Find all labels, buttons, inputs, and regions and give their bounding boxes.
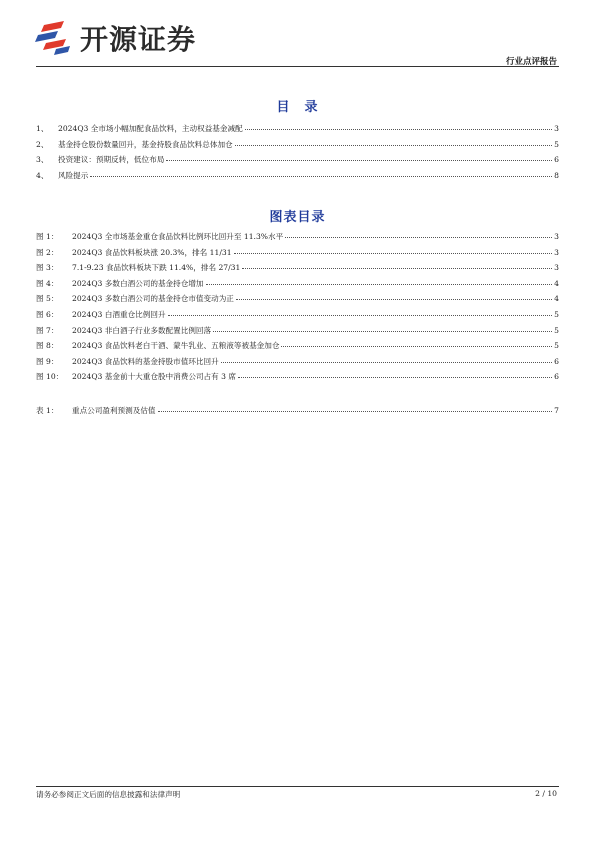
figure-entry[interactable] xyxy=(36,229,559,245)
figure-entry-text: 2024Q3 基金前十大重仓股中消费公司占有 3 席 xyxy=(72,372,236,382)
toc-entry[interactable] xyxy=(36,168,559,184)
logo-mark-icon xyxy=(34,21,74,55)
figure-entry-number: 图 8： xyxy=(36,341,59,351)
leader-dots xyxy=(281,345,552,347)
figure-entry[interactable] xyxy=(36,245,559,261)
figure-entry-number: 图 4： xyxy=(36,278,59,288)
toc-entry-page: 8 xyxy=(554,170,559,180)
tables-list xyxy=(36,403,559,419)
figure-entry-number: 图 7： xyxy=(36,325,59,335)
figure-entry-page: 3 xyxy=(554,232,559,241)
figure-entry-page: 6 xyxy=(554,372,559,382)
table-entry-text: 重点公司盈利预测及估值 xyxy=(72,406,156,415)
report-type-label: 行业点评报告 xyxy=(505,57,557,67)
toc-entry-text: 风险提示 xyxy=(58,170,89,180)
figure-entry-text: 2024Q3 多数白酒公司的基金持仓增加 xyxy=(72,278,204,288)
table-entry[interactable] xyxy=(36,403,559,419)
figure-entry-page: 3 xyxy=(554,247,559,257)
figure-entry[interactable] xyxy=(36,307,559,323)
figure-entry-number: 图 9： xyxy=(36,356,59,366)
figure-entry[interactable] xyxy=(36,260,559,276)
figure-entry-page: 5 xyxy=(554,309,559,319)
page-number: 2 / 10 xyxy=(535,789,557,798)
figure-entry[interactable] xyxy=(36,291,559,307)
figure-entry-number: 图 6： xyxy=(36,309,59,319)
page-header xyxy=(0,0,595,70)
figure-entry-number: 图 5： xyxy=(36,294,59,304)
toc-entry-text: 基金持仓股份数量回升，基金持股食品饮料总体加仓 xyxy=(58,139,233,149)
toc-entry-page: 6 xyxy=(554,155,559,165)
figure-entry-text: 2024Q3 非白酒子行业多数配置比例回落 xyxy=(72,325,212,335)
company-logo xyxy=(34,18,196,58)
figure-entry-page: 3 xyxy=(554,263,559,273)
leader-dots xyxy=(234,252,552,254)
toc-entry[interactable] xyxy=(36,121,559,137)
leader-dots xyxy=(235,144,552,146)
leader-dots xyxy=(213,330,552,332)
toc-entry-number: 2、 xyxy=(36,139,49,149)
figure-entry-text: 2024Q3 多数白酒公司的基金持仓市值变动为正 xyxy=(72,294,234,304)
figure-entry-text: 2024Q3 食品饮料的基金持股市值环比回升 xyxy=(72,356,219,366)
toc-entry-number: 4、 xyxy=(36,170,49,180)
leader-dots xyxy=(242,267,552,269)
figure-entry-text: 2024Q3 食品饮料老白干酒、蒙牛乳业、五粮液等被基金加仓 xyxy=(72,341,280,351)
logo-text: 开源证券 xyxy=(80,23,197,56)
toc-entry[interactable] xyxy=(36,152,559,168)
figure-entry[interactable] xyxy=(36,323,559,339)
leader-dots xyxy=(245,128,552,130)
figure-entry[interactable] xyxy=(36,369,559,385)
toc-list xyxy=(36,121,559,183)
toc-entry-text: 2024Q3 全市场小幅加配食品饮料，主动权益基金减配 xyxy=(58,124,243,133)
toc-entry-number: 1、 xyxy=(36,124,49,133)
toc-title: 目 录 xyxy=(276,100,319,115)
leader-dots xyxy=(236,298,552,300)
figure-entry-page: 5 xyxy=(554,341,559,351)
toc-entry-page: 5 xyxy=(554,139,559,149)
toc-entry-text: 投资建议：预期反转，低位布局 xyxy=(58,155,165,165)
figure-entry-page: 5 xyxy=(554,325,559,335)
figure-entry-text: 7.1-9.23 食品饮料板块下跌 11.4%，排名 27/31 xyxy=(72,263,241,273)
figure-entry-page: 4 xyxy=(554,294,559,304)
toc-entry[interactable] xyxy=(36,137,559,153)
leader-dots xyxy=(90,175,552,177)
figure-entry-text: 2024Q3 食品饮料板块涨 20.3%，排名 11/31 xyxy=(72,247,232,257)
toc-entry-page: 3 xyxy=(554,124,559,133)
figure-entry[interactable] xyxy=(36,354,559,370)
table-entry-number: 表 1： xyxy=(36,406,59,415)
toc-entry-number: 3、 xyxy=(36,155,49,165)
figure-entry[interactable] xyxy=(36,338,559,354)
figures-list-title: 图表目录 xyxy=(269,210,326,225)
figure-entry-number: 图 1： xyxy=(36,232,59,241)
figure-entry-number: 图 10： xyxy=(36,372,64,382)
leader-dots xyxy=(238,376,552,378)
figure-entry-text: 2024Q3 白酒重仓比例回升 xyxy=(72,309,166,319)
figure-entry-page: 4 xyxy=(554,278,559,288)
figure-entry-text: 2024Q3 全市场基金重仓食品饮料比例环比回升至 11.3%水平 xyxy=(72,232,284,241)
leader-dots xyxy=(206,283,552,285)
leader-dots xyxy=(158,410,552,412)
figure-entry-number: 图 3： xyxy=(36,263,59,273)
footer-divider xyxy=(36,786,559,787)
footer-disclaimer: 请务必参阅正文后面的信息披露和法律声明 xyxy=(36,790,181,799)
figure-entry-number: 图 2： xyxy=(36,247,59,257)
figure-entry[interactable] xyxy=(36,276,559,292)
figures-list xyxy=(36,229,559,385)
leader-dots xyxy=(285,236,552,238)
leader-dots xyxy=(168,314,552,316)
table-entry-page: 7 xyxy=(554,406,559,415)
figure-entry-page: 6 xyxy=(554,356,559,366)
header-divider xyxy=(36,66,559,67)
leader-dots xyxy=(221,361,552,363)
leader-dots xyxy=(166,159,552,161)
